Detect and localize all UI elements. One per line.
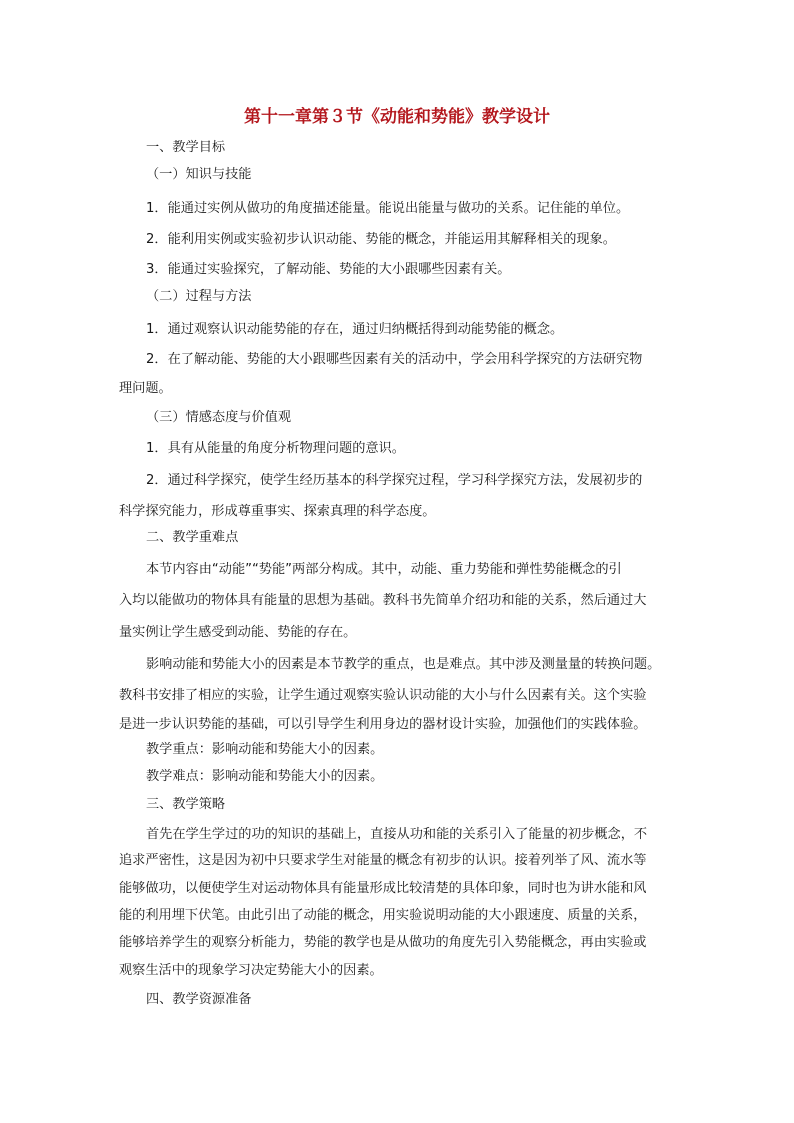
subsection-heading-knowledge: （一）知识与技能 (146, 167, 252, 182)
key-point-line: 教学重点：影响动能和势能大小的因素。 (146, 742, 384, 757)
paragraph-line: 观察生活中的现象学习决定势能大小的因素。 (119, 963, 383, 978)
section-heading-strategy: 三、教学策略 (146, 797, 226, 812)
objective-item-continued: 理问题。 (119, 381, 172, 396)
objective-item: 2．能利用实例或实验初步认识动能、势能的概念，并能运用其解释相关的现象。 (146, 232, 616, 247)
objective-item-continued: 科学探究能力，形成尊重事实、探索真理的科学态度。 (119, 504, 436, 519)
section-heading-objectives: 一、教学目标 (146, 140, 226, 155)
paragraph-line: 首先在学生学过的功的知识的基础上，直接从功和能的关系引入了能量的初步概念，不 (146, 827, 648, 842)
paragraph-line: 入均以能做功的物体具有能量的思想为基础。教科书先简单介绍功和能的关系，然后通过大 (119, 593, 647, 608)
objective-item: 1．能通过实例从做功的角度描述能量。能说出能量与做功的关系。记住能的单位。 (146, 201, 630, 216)
paragraph-line: 本节内容由“动能”“势能”两部分构成。其中，动能、重力势能和弹性势能概念的引 (146, 562, 622, 577)
paragraph-line: 能够做功，以便使学生对运动物体具有能量形成比较清楚的具体印象，同时也为讲水能和风 (119, 881, 647, 896)
objective-item: 3．能通过实验探究，了解动能、势能的大小跟哪些因素有关。 (146, 262, 511, 277)
paragraph-line: 教科书安排了相应的实验，让学生通过观察实验认识动能的大小与什么因素有关。这个实验 (119, 688, 647, 703)
paragraph-line: 能够培养学生的观察分析能力，势能的教学也是从做功的角度先引入势能概念，再由实验或 (119, 935, 647, 950)
objective-item: 2．通过科学探究，使学生经历基本的科学探究过程，学习科学探究方法，发展初步的 (146, 473, 643, 488)
section-heading-key-points: 二、教学重难点 (146, 530, 239, 545)
subsection-heading-attitude: （三）情感态度与价值观 (146, 410, 292, 425)
objective-item: 2．在了解动能、势能的大小跟哪些因素有关的活动中，学会用科学探究的方法研究物 (146, 352, 643, 367)
subsection-heading-process: （二）过程与方法 (146, 289, 252, 304)
objective-item: 1．具有从能量的角度分析物理问题的意识。 (146, 441, 405, 456)
section-heading-resources: 四、教学资源准备 (146, 992, 252, 1007)
paragraph-line: 量实例让学生感受到动能、势能的存在。 (119, 625, 357, 640)
paragraph-line: 是进一步认识势能的基础，可以引导学生利用身边的器材设计实验，加强他们的实践体验。 (119, 717, 647, 732)
paragraph-line: 能的利用埋下伏笔。由此引出了动能的概念，用实验说明动能的大小跟速度、质量的关系， (119, 908, 647, 923)
paragraph-line: 影响动能和势能大小的因素是本节教学的重点，也是难点。其中涉及测量量的转换问题。 (146, 657, 661, 672)
paragraph-line: 追求严密性，这是因为初中只要求学生对能量的概念有初步的认识。接着列举了风、流水等 (119, 853, 647, 868)
difficulty-line: 教学难点：影响动能和势能大小的因素。 (146, 769, 384, 784)
objective-item: 1．通过观察认识动能势能的存在，通过归纳概括得到动能势能的概念。 (146, 322, 564, 337)
doc-title: 第十一章第３节《动能和势能》教学设计 (244, 107, 550, 127)
